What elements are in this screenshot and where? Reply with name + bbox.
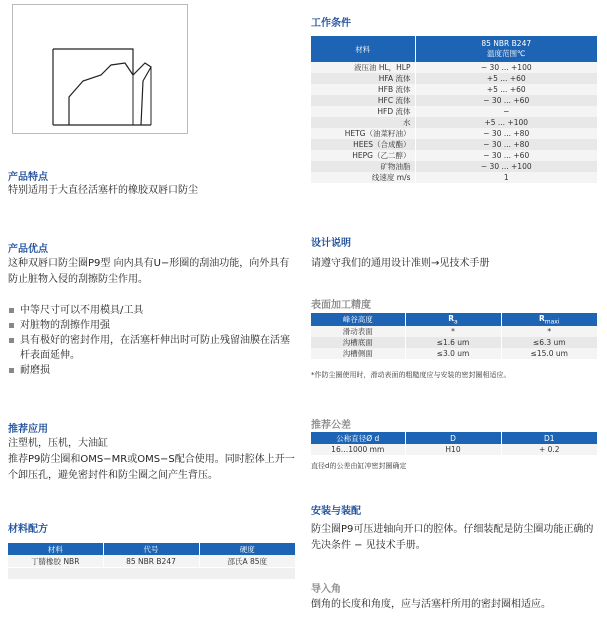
applications-title: 推荐应用 (8, 424, 48, 435)
table-row: 水 +5 ... +100 (311, 117, 597, 128)
table-row: 液压油 HL，HLP − 30 ... +100 (311, 62, 597, 73)
tolerance-title: 推荐公差 (311, 420, 351, 431)
surface-header-peak: 峰谷高度 (311, 313, 405, 326)
material-header-hardness: 硬度 (199, 543, 295, 555)
applications-line-1: 注塑机，压机，大油缸 (8, 438, 108, 449)
surface-note: *作防尘圈使用时，滑动表面的粗糙度应与安装的密封圈相适应。 (311, 371, 511, 379)
seal-drawing-frame (12, 4, 188, 134)
install-title: 安装与装配 (311, 506, 361, 517)
table-row: 矿物油脂 − 30 ... +100 (311, 161, 597, 172)
surface-table (311, 313, 597, 359)
applications-line-2: 推荐P9防尘圈和OMS−MR或OMS−S配合使用。同时腔体上开一个卸压孔，避免密封件和防尘圈之间产生背压。 (8, 454, 295, 481)
list-item: 对脏物的刮擦作用强 (8, 318, 295, 333)
tolerance-table (311, 432, 597, 455)
list-item: 中等尺寸可以不用模具/工具 (8, 303, 295, 318)
table-row: HETG（油菜籽油） − 30 ... +80 (311, 128, 597, 139)
material-title: 材料配方 (8, 524, 48, 535)
material-table-footer (8, 568, 295, 579)
table-row: 丁腈橡胶 NBR 85 NBR B247 邵氏A 85度 (8, 555, 295, 567)
table-row: 沟槽底面 ≤1.6 um ≤6.3 um (311, 337, 597, 348)
conditions-header-material: 材料 (311, 36, 415, 62)
material-table (8, 543, 295, 567)
conditions-table (311, 36, 597, 183)
tolerance-header-diameter: 公称直径Ø d (311, 432, 405, 444)
tolerance-header-D: D (405, 432, 501, 444)
table-row: HFA 流体 +5 ... +60 (311, 73, 597, 84)
list-item: 耐磨损 (8, 363, 295, 378)
material-header-code: 代号 (103, 543, 199, 555)
design-text: 请遵守我们的通用设计准则→见技术手册 (311, 258, 490, 269)
material-header-material: 材料 (8, 543, 103, 555)
table-row: HFC 流体 − 30 ... +60 (311, 95, 597, 106)
features-text: 特别适用于大直径活塞杆的橡胶双唇口防尘 (8, 185, 198, 196)
features-title: 产品特点 (8, 172, 48, 183)
tolerance-header-D1: D1 (501, 432, 597, 444)
conditions-title: 工作条件 (311, 18, 351, 29)
table-row: HEES（合成酯） − 30 ... +80 (311, 139, 597, 150)
tolerance-note: 直径d的公差由缸冲密封圈确定 (311, 462, 407, 470)
install-text: 防尘圈P9可压进轴向开口的腔体。仔细装配是防尘圈功能正确的先决条件 − 见技术手册。 (311, 524, 594, 551)
table-row: HFD 流体 − (311, 106, 597, 117)
list-item: 具有极好的密封作用，在活塞杆伸出时可防止残留油膜在活塞杆表面延伸。 (8, 333, 295, 363)
table-row: HFB 流体 +5 ... +60 (311, 84, 597, 95)
advantages-text: 这种双唇口防尘圈P9型 向内具有U−形圈的刮油功能，向外具有防止脏物入侵的刮擦防尘作用。 (8, 258, 290, 285)
surface-title: 表面加工精度 (311, 300, 371, 311)
table-row: 沟槽侧面 ≤3.0 um ≤15.0 um (311, 348, 597, 359)
table-row: 线速度 m/s 1 (311, 172, 597, 183)
table-row: 16…1000 mm H10 + 0.2 (311, 444, 597, 455)
surface-header-rmax: $R_{maxi}$ (501, 313, 597, 326)
advantages-list (8, 303, 295, 378)
seal-profile-icon (13, 5, 189, 135)
surface-header-ra: $R_a$ (405, 313, 501, 326)
conditions-header-range: 85 NBR B247 温度范围℃ (415, 36, 597, 62)
advantages-title: 产品优点 (8, 244, 48, 255)
design-title: 设计说明 (311, 238, 351, 249)
chamfer-text: 倒角的长度和角度，应与活塞杆所用的密封圈相适应。 (311, 599, 551, 610)
table-row: 滑动表面 * * (311, 326, 597, 337)
table-row: HEPG（乙二醇） − 30 ... +60 (311, 150, 597, 161)
chamfer-title: 导入角 (311, 584, 341, 595)
